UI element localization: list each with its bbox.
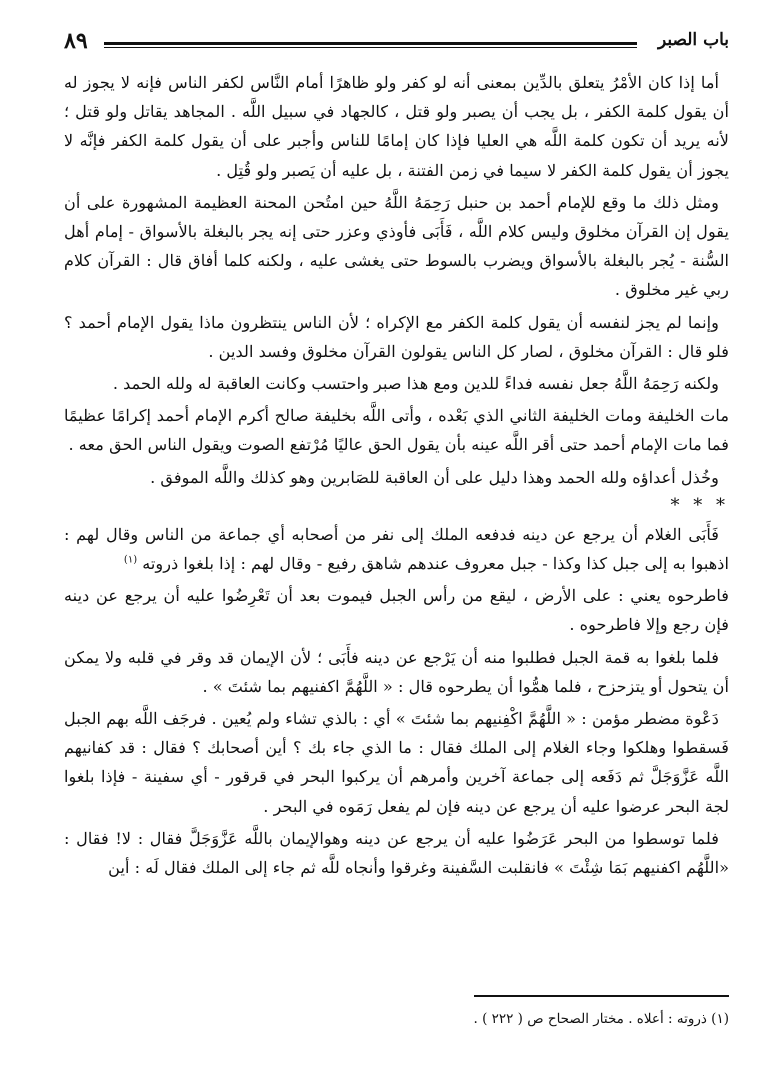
paragraph: مات الخليفة ومات الخليفة الثاني الذي بَعْده ، وأتى اللَّه بخليفة صالح أكرم الإمام أحمد إكرامًا عظيمًا فما مات الإمام أحمد حتى أقر اللَّه عينه بأن يقول الحق عاليًا مُرْتفع الصوت ويقول الناس الحق معه . — [64, 406, 729, 455]
paragraph: ومثل ذلك ما وقع للإمام أحمد بن حنبل رَحِمَهُ اللَّهُ حين امتُحن المحنة العظيمة المشهورة على أن يقول إن القرآن مخلوق وليس كلام اللَّه ، فَأَبَى فأوذي وعزر حتى إنه يجر بالبغلة بالأسواق - إمام أهل السُّنة - يُجر بالبغلة بالأسواق ويضرب بالسوط حتى يغشى عليه ، ولكنه كلما أفاق قال : القرآن كلام ربي غير مخلوق . — [64, 192, 729, 300]
footnote-marker[interactable]: (١) — [123, 554, 138, 566]
paragraph: ولكنه رَحِمَهُ اللَّهُ جعل نفسه فداءً للدين ومع هذا صبر واحتسب وكانت العاقبة له ولله الحمد . — [112, 374, 719, 394]
paragraph: وخُذل أعداؤه ولله الحمد وهذا دليل على أن العاقبة للصَابرين وهو كذلك واللَّه الموفق . — [150, 467, 719, 487]
footnote-rule — [474, 995, 729, 997]
paragraph: دَعْوة مضطر مؤمن : « اللَّهُمَّ اكْفِنيهم بما شئتَ » أي : بالذي تشاء ولم يُعين . فرجَف اللَّه بهم الجبل فَسقطوا وهلكوا وجاء الغلام إلى الملك فقال : ما الذي جاء بك ؟ أين أصحابك ؟ فقال : قد كفانيهم اللَّه عَزَّوَجَلَّ ثم دَفَعه إلى جماعة آخرين وأمرهم أن يركبوا البحر في قرقور - أي سفينة - فإذا بلغوا لجة البحر عرضوا عليه أن يرجع عن دينه فإن لم يفعل رَمَوه في البحر . — [64, 709, 729, 816]
footnote: (١) ذروته : أعلاه . مختار الصحاح ص ( ٢٢٢ ) . — [473, 1011, 729, 1027]
paragraph: فلما بلغوا به قمة الجبل فطلبوا منه أن يَرْجع عن دينه فأَبَى ؛ لأن الإيمان قد وقر في قلبه ولا يمكن أن يتحول أو يتزحزح ، فلما همُّوا أن يطرحوه قال : « اللَّهُمَّ اكفنيهم بما شئتَ » . — [64, 647, 729, 696]
paragraph-text: فَأَبَى الغلام أن يرجع عن دينه فدفعه الملك إلى نفر من أصحابه أي جماعة من الناس وقال لهم : اذهبوا به إلى جبل كذا وكذا - جبل معروف عندهم شاهق رفيع - وقال لهم : إذا بلغوا ذروته — [64, 524, 729, 574]
page-body — [64, 68, 729, 885]
header-rule — [104, 42, 637, 48]
paragraph: فلما توسطوا من البحر عَرَضُوا عليه أن يرجع عن دينه وهوالإيمان باللَّه عَزَّوَجَلَّ فقال : لا! فقال : «اللَّهُم اكفنيهم بَمَا شِئْتَ » فانقلبت السَّفينة وغرقوا وأنجاه للَّه ثم جاء إلى الملك فقال لَه : أين — [64, 828, 729, 878]
paragraph: أما إذا كان الأمْرُ يتعلق بالدِّين بمعنى أنه لو كفر ولو ظاهرًا أمام النَّاس لكفر الناس فإنه لا يجوز له أن يقول كلمة الكفر ، بل يجب أن يصبر ولو قتل ، كالجهاد في سبيل اللَّه . المجاهد يقاتل ولو قتل ؛ لأنه يريد أن تكون كلمة اللَّه هي العليا فإذا كان إمامًا للناس وأجبر على أن يقول كلمة الكفر فإنَّه لا يجوز أن يقول كلمة الكفر لا سيما في زمن الفتنة ، بل عليه أن يَصبر ولو قُتِل . — [64, 73, 729, 180]
paragraph — [64, 520, 729, 578]
paragraph: وإنما لم يجز لنفسه أن يقول كلمة الكفر مع الإكراه ؛ لأن الناس ينتظرون ماذا يقول الإمام أحمد ؟ فلو قال : القرآن مخلوق ، لصار كل الناس يقولون القرآن مخلوق وفسد الدين . — [64, 312, 729, 361]
section-separator: * * * — [670, 494, 729, 516]
page-number: ٨٩ — [64, 28, 88, 54]
paragraph: فاطرحوه يعني : على الأرض ، ليقع من رأس الجبل فيموت بعد أن تَعْرِضُوا عليه أن يرجع عن دينه فإن رجع وإلا فاطرحوه . — [64, 586, 729, 635]
chapter-title: باب الصبر — [658, 30, 729, 50]
page-header — [64, 28, 729, 58]
